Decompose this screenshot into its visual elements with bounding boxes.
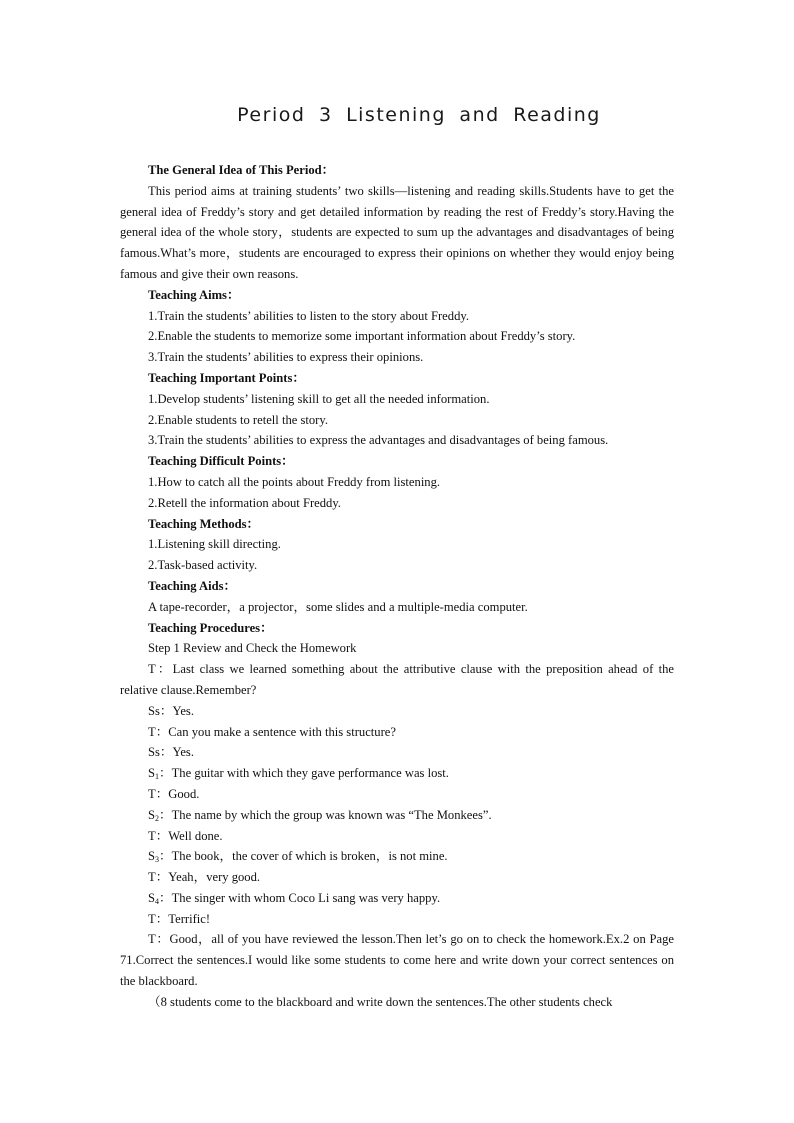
important-points-heading: Teaching Important Points：	[148, 370, 305, 385]
speaker-label: S	[148, 766, 156, 781]
dialogue-line: Ss：Yes.	[148, 745, 194, 760]
aims-item: 3.Train the students’ abilities to express their opinions.	[148, 350, 424, 365]
speaker-number: 1	[155, 772, 160, 782]
dialogue-line: T：Well done.	[148, 828, 223, 843]
dialogue-text: ：The guitar with which they gave performance was lost.	[159, 766, 449, 781]
speaker-number: 3	[155, 855, 160, 865]
page-title: Period 3 Listening and Reading	[237, 104, 601, 126]
speaker-number: 4	[155, 896, 160, 906]
important-points-item: 1.Develop students’ listening skill to get all the needed information.	[148, 391, 490, 406]
important-points-item: 2.Enable students to retell the story.	[148, 412, 329, 427]
dialogue-text: ：The name by which the group was known was “The Monkees”.	[159, 807, 492, 822]
dialogue-line: T：Last class we learned something about the attributive clause with the preposition ahead of the relative clause.Remember?	[120, 662, 674, 697]
methods-heading: Teaching Methods：	[148, 516, 260, 531]
dialogue-line: T：Can you make a sentence with this structure?	[148, 724, 396, 739]
speaker-label: S	[148, 849, 156, 864]
speaker-label: S	[148, 807, 156, 822]
speaker-number: 2	[155, 813, 160, 823]
dialogue-line: T：Terrific!	[148, 911, 211, 926]
aims-item: 1.Train the students’ abilities to listen to the story about Freddy.	[148, 308, 469, 323]
difficult-points-item: 1.How to catch all the points about Freddy from listening.	[148, 474, 441, 489]
aids-text: A tape-recorder，a projector，some slides and a multiple-media computer.	[148, 599, 528, 614]
important-points-item: 3.Train the students’ abilities to express the advantages and disadvantages of being famous.	[148, 433, 609, 448]
dialogue-line	[120, 888, 674, 909]
aids-heading: Teaching Aids：	[148, 578, 237, 593]
methods-item: 1.Listening skill directing.	[148, 537, 281, 552]
dialogue-text: ：The book，the cover of which is broken，is not mine.	[159, 849, 448, 864]
document-body	[120, 160, 674, 1013]
activity-note: （8 students come to the blackboard and write down the sentences.The other students check	[148, 994, 613, 1009]
difficult-points-heading: Teaching Difficult Points：	[148, 454, 294, 469]
general-idea-text: This period aims at training students’ two skills—listening and reading skills.Students have to get the general idea of Freddy’s story and get detailed information by reading the rest of Freddy’s story.Having the general idea of the whole story，students are expected to sum up the advantages and disadvantages of being famous.What’s more，students are encouraged to express their opinions on whether they would enjoy being famous and give their own reasons.	[120, 183, 674, 281]
dialogue-line: T：Yeah，very good.	[148, 870, 261, 885]
dialogue-line: T：Good，all of you have reviewed the lesson.Then let’s go on to check the homework.Ex.2 on Page 71.Correct the sentences.I would like some students to come here and write down your correct sentences on the blackboard.	[120, 932, 674, 989]
dialogue-text: ：The singer with whom Coco Li sang was very happy.	[159, 890, 441, 905]
dialogue-line: Ss：Yes.	[148, 703, 194, 718]
methods-item: 2.Task-based activity.	[148, 558, 258, 573]
aims-heading: Teaching Aims：	[148, 287, 240, 302]
aims-item: 2.Enable the students to memorize some important information about Freddy’s story.	[148, 329, 576, 344]
speaker-label: S	[148, 890, 156, 905]
difficult-points-item: 2.Retell the information about Freddy.	[148, 495, 341, 510]
dialogue-line	[120, 763, 674, 784]
procedures-heading: Teaching Procedures：	[148, 620, 273, 635]
dialogue-line	[120, 805, 674, 826]
step-heading: Step 1 Review and Check the Homework	[148, 641, 357, 656]
dialogue-line	[120, 846, 674, 867]
general-idea-heading: The General Idea of This Period：	[148, 163, 335, 177]
dialogue-line: T：Good.	[148, 786, 200, 801]
